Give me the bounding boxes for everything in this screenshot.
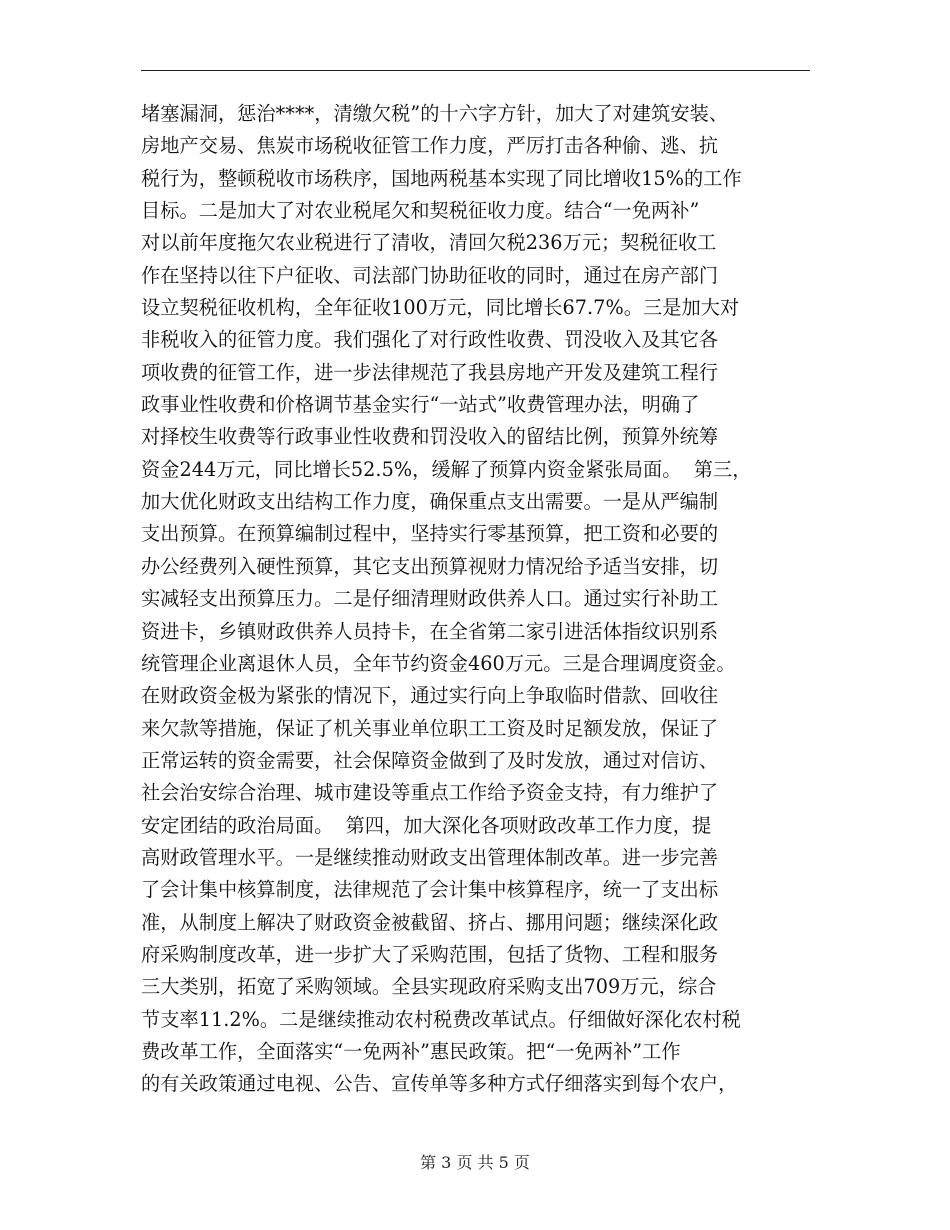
text-line: 目标。二是加大了对农业税尾欠和契税征收力度。结合“一免两补”	[141, 199, 700, 223]
text-line: 安定团结的政治局面。 第四，加大深化各项财政改革工作力度，提	[141, 813, 712, 837]
text-line: 税行为，整顿税收市场秩序，国地两税基本实现了同比增收15%的工作	[141, 166, 742, 190]
text-line: 实减轻支出预算压力。二是仔细清理财政供养人口。通过实行补助工	[141, 587, 719, 611]
text-line: 的有关政策通过电视、公告、宣传单等多种方式仔细落实到每个农户，	[141, 1072, 738, 1096]
text-line: 办公经费列入硬性预算，其它支出预算视财力情况给予适当安排，切	[141, 554, 719, 578]
text-line: 统管理企业离退休人员，全年节约资金460万元。三是合理调度资金。	[141, 651, 736, 675]
text-line: 高财政管理水平。一是继续推动财政支出管理体制改革。进一步完善	[141, 845, 719, 869]
text-line: 作在坚持以往下户征收、司法部门协助征收的同时，通过在房产部门	[141, 263, 719, 287]
header-rule	[141, 70, 810, 71]
text-line: 对以前年度拖欠农业税进行了清收，清回欠税236万元；契税征收工	[141, 231, 717, 255]
text-line: 正常运转的资金需要，社会保障资金做到了及时发放，通过对信访、	[141, 748, 719, 772]
text-line: 堵塞漏洞，惩治****，清缴欠税”的十六字方针，加大了对建筑安装、	[141, 102, 729, 125]
text-line: 房地产交易、焦炭市场税收征管工作力度，严厉打击各种偷、逃、抗	[141, 134, 719, 158]
text-line: 了会计集中核算制度，法律规范了会计集中核算程序，统一了支出标	[141, 878, 719, 902]
text-line: 费改革工作，全面落实“一免两补”惠民政策。把“一免两补”工作	[141, 1039, 681, 1063]
document-body	[141, 98, 831, 1101]
text-line: 在财政资金极为紧张的情况下，通过实行向上争取临时借款、回收往	[141, 684, 719, 708]
text-line: 社会治安综合治理、城市建设等重点工作给予资金支持，有力维护了	[141, 781, 719, 805]
text-line: 三大类别，拓宽了采购领域。全县实现政府采购支出709万元，综合	[141, 975, 717, 999]
text-line: 资金244万元，同比增长52.5%，缓解了预算内资金紧张局面。 第三，	[141, 457, 752, 481]
text-line: 府采购制度改革，进一步扩大了采购范围，包括了货物、工程和服务	[141, 942, 719, 966]
text-line: 准，从制度上解决了财政资金被截留、挤占、挪用问题；继续深化政	[141, 910, 719, 934]
text-line: 加大优化财政支出结构工作力度，确保重点支出需要。一是从严编制	[141, 490, 719, 514]
text-line: 节支率11.2%。二是继续推动农村税费改革试点。仔细做好深化农村税	[141, 1007, 741, 1031]
text-line: 设立契税征收机构，全年征收100万元，同比增长67.7%。三是加大对	[141, 296, 740, 320]
text-line: 项收费的征管工作，进一步法律规范了我县房地产开发及建筑工程行	[141, 360, 719, 384]
text-line: 政事业性收费和价格调节基金实行“一站式”收费管理办法，明确了	[141, 393, 700, 417]
text-line: 非税收入的征管力度。我们强化了对行政性收费、罚没收入及其它各	[141, 328, 719, 352]
text-line: 对择校生收费等行政事业性收费和罚没收入的留结比例，预算外统筹	[141, 425, 719, 449]
text-line: 来欠款等措施，保证了机关事业单位职工工资及时足额发放，保证了	[141, 716, 719, 740]
page-footer: 第 3 页 共 5 页	[420, 1153, 530, 1172]
text-line: 资进卡，乡镇财政供养人员持卡，在全省第二家引进活体指纹识别系	[141, 619, 719, 643]
text-line: 支出预算。在预算编制过程中，坚持实行零基预算，把工资和必要的	[141, 522, 719, 546]
